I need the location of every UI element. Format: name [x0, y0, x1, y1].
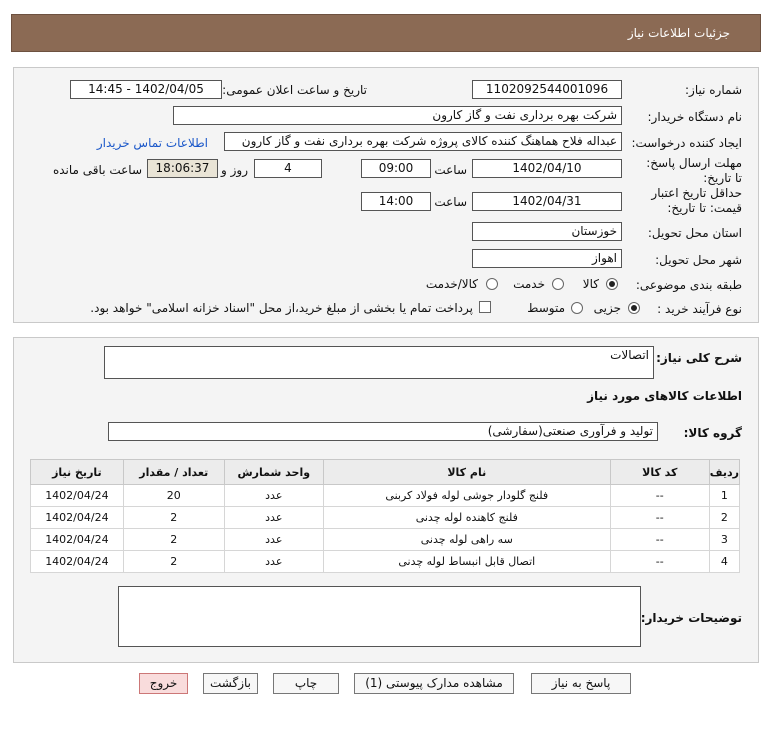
process-label: نوع فرآیند خرید :: [657, 302, 742, 316]
col-unit: واحد شمارش: [224, 460, 323, 485]
treasury-payment-checkbox[interactable]: [479, 301, 491, 313]
row-number: 2: [709, 507, 739, 529]
col-date: تاریخ نیاز: [31, 460, 124, 485]
category-goods-label: کالا: [582, 277, 599, 291]
goods-name: فلنج کاهنده لوله چدنی: [323, 507, 610, 529]
buyer-org-field: شرکت بهره برداری نفت و گاز کارون: [173, 106, 622, 125]
city-label: شهر محل تحویل:: [655, 253, 742, 267]
reply-time-label: ساعت: [434, 163, 467, 177]
remaining-time-label: ساعت باقی مانده: [52, 163, 142, 177]
requester-label: ایجاد کننده درخواست:: [631, 136, 742, 150]
announce-label: تاریخ و ساعت اعلان عمومی:: [222, 83, 367, 97]
days-label: روز و: [221, 163, 248, 177]
goods-unit: عدد: [224, 507, 323, 529]
row-number: 4: [709, 551, 739, 573]
buyer-notes-label: توضیحات خریدار:: [640, 611, 742, 625]
need-number-field: 1102092544001096: [472, 80, 622, 99]
validity-date-field: 1402/04/31: [472, 192, 622, 211]
remaining-time-field: 18:06:37: [147, 159, 218, 178]
goods-code: --: [610, 507, 709, 529]
goods-unit: عدد: [224, 551, 323, 573]
table-row: [31, 507, 740, 529]
need-description-field: اتصالات: [104, 346, 654, 379]
row-number: 3: [709, 529, 739, 551]
process-radio-medium[interactable]: [571, 302, 583, 314]
goods-date: 1402/04/24: [31, 485, 124, 507]
goods-group-field: تولید و فرآوری صنعتی(سفارشی): [108, 422, 658, 441]
goods-name: سه راهی لوله چدنی: [323, 529, 610, 551]
buyer-notes-field[interactable]: [118, 586, 641, 647]
province-field: خوزستان: [472, 222, 622, 241]
page-title-bar: [11, 14, 761, 52]
reply-deadline-label: مهلت ارسال پاسخ: تا تاریخ:: [646, 156, 742, 185]
reply-time-field: 09:00: [361, 159, 431, 178]
need-number-label: شماره نیاز:: [685, 83, 742, 97]
back-button[interactable]: بازگشت: [203, 673, 258, 694]
process-medium-label: متوسط: [527, 301, 565, 315]
goods-group-label: گروه کالا:: [683, 426, 742, 440]
announce-field: 1402/04/05 - 14:45: [70, 80, 222, 99]
requester-field: عبداله فلاح هماهنگ کننده کالای پروژه شرکت بهره برداری نفت و گاز کارون: [224, 132, 622, 151]
goods-qty: 20: [123, 485, 224, 507]
goods-date: 1402/04/24: [31, 551, 124, 573]
category-radio-goods[interactable]: [606, 278, 618, 290]
goods-code: --: [610, 551, 709, 573]
days-field: 4: [254, 159, 322, 178]
buyer-org-label: نام دستگاه خریدار:: [647, 110, 742, 124]
goods-unit: عدد: [224, 485, 323, 507]
need-description-label: شرح کلی نیاز:: [656, 351, 742, 365]
validity-time-field: 14:00: [361, 192, 431, 211]
goods-table: [30, 459, 740, 573]
process-radio-minor[interactable]: [628, 302, 640, 314]
treasury-payment-note: پرداخت تمام یا بخشی از مبلغ خرید،از محل "اسناد خزانه اسلامی" خواهد بود.: [90, 301, 473, 315]
category-radio-goods-service[interactable]: [486, 278, 498, 290]
table-row: [31, 529, 740, 551]
category-goods-service-label: کالا/خدمت: [425, 277, 478, 291]
col-name: نام کالا: [323, 460, 610, 485]
goods-qty: 2: [123, 529, 224, 551]
process-minor-label: جزیی: [593, 301, 621, 315]
buyer-contact-link[interactable]: اطلاعات تماس خریدار: [96, 136, 208, 150]
goods-name: فلنج گلودار جوشی لوله فولاد کربنی: [323, 485, 610, 507]
attached-docs-button[interactable]: مشاهده مدارک پیوستی (1): [354, 673, 514, 694]
goods-date: 1402/04/24: [31, 529, 124, 551]
col-qty: تعداد / مقدار: [123, 460, 224, 485]
goods-qty: 2: [123, 507, 224, 529]
reply-button[interactable]: پاسخ به نیاز: [531, 673, 631, 694]
page-title: جزئیات اطلاعات نیاز: [627, 26, 730, 40]
col-code: کد کالا: [610, 460, 709, 485]
city-field: اهواز: [472, 249, 622, 268]
exit-button[interactable]: خروج: [139, 673, 188, 694]
goods-table-header: [31, 460, 740, 485]
validity-label: حداقل تاریخ اعتبار قیمت: تا تاریخ:: [651, 186, 742, 215]
province-label: استان محل تحویل:: [647, 226, 742, 240]
goods-unit: عدد: [224, 529, 323, 551]
goods-name: اتصال قابل انبساط لوله چدنی: [323, 551, 610, 573]
goods-info-title: اطلاعات کالاهای مورد نیاز: [587, 389, 742, 403]
reply-date-field: 1402/04/10: [472, 159, 622, 178]
goods-code: --: [610, 529, 709, 551]
print-button[interactable]: چاپ: [273, 673, 339, 694]
goods-date: 1402/04/24: [31, 507, 124, 529]
table-row: [31, 485, 740, 507]
table-row: [31, 551, 740, 573]
goods-qty: 2: [123, 551, 224, 573]
row-number: 1: [709, 485, 739, 507]
goods-code: --: [610, 485, 709, 507]
category-radio-service[interactable]: [552, 278, 564, 290]
category-label: طبقه بندی موضوعی:: [635, 278, 742, 292]
validity-time-label: ساعت: [434, 195, 467, 209]
category-service-label: خدمت: [513, 277, 545, 291]
col-row: ردیف: [709, 460, 739, 485]
